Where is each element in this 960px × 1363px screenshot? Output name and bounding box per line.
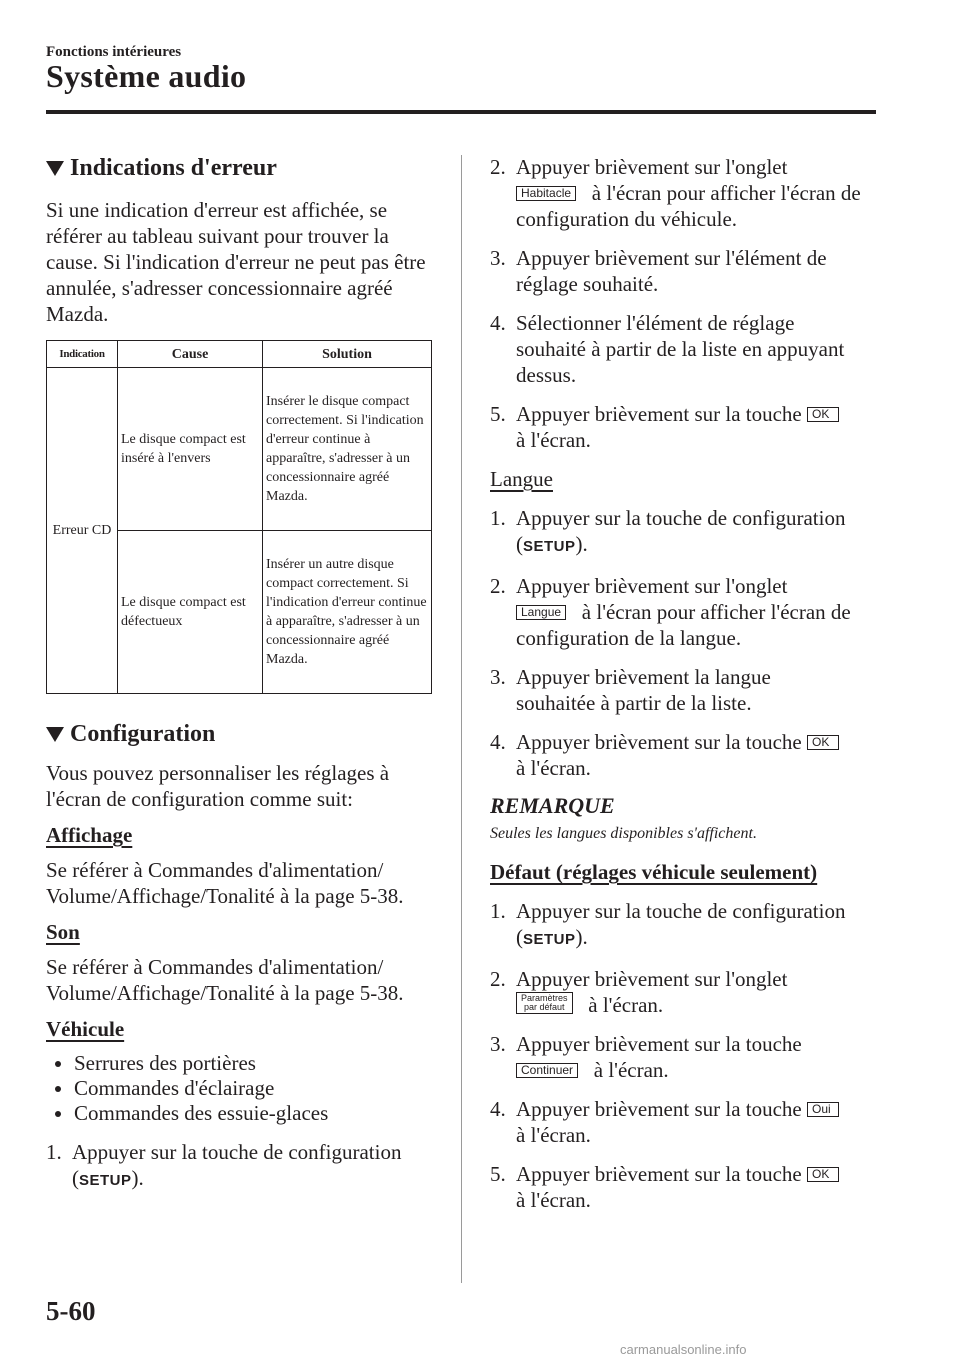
list-item — [46, 1051, 438, 1076]
step-text: Appuyer brièvement sur l'onglet — [516, 967, 788, 991]
step-number: 5. — [490, 1162, 506, 1186]
step-text: Appuyer sur la touche de configuration — [516, 899, 846, 923]
vehicule-heading: Véhicule — [46, 1017, 125, 1041]
langue-step-2 — [490, 573, 882, 651]
step-text-cont: souhaité à partir de la liste en appuyant — [516, 337, 845, 361]
indication-cell: Erreur CD — [47, 368, 118, 694]
paren-open: ( — [516, 532, 523, 556]
oui-button[interactable]: Oui — [807, 1102, 839, 1117]
step-number: 1. — [46, 1140, 62, 1164]
table-header-indication: Indication — [47, 341, 118, 368]
setup-key-label: SETUP — [79, 1172, 132, 1189]
paren-close: ). — [575, 532, 588, 556]
vehicule-step-3 — [490, 245, 882, 297]
step-number: 2. — [490, 155, 506, 179]
step-text: Appuyer brièvement sur la touche — [516, 1032, 802, 1056]
step-text: Appuyer brièvement sur la touche — [516, 1162, 802, 1186]
step-text: Sélectionner l'élément de réglage — [516, 311, 795, 335]
right-column — [490, 154, 882, 1213]
langue-step-1 — [490, 505, 882, 560]
list-item-text: Commandes des essuie-glaces — [74, 1101, 329, 1125]
list-item — [46, 1101, 438, 1126]
parametres-par-defaut-tab-button[interactable] — [516, 992, 573, 1014]
step-number: 3. — [490, 246, 506, 270]
header-rule — [46, 110, 876, 114]
table-header-cause: Cause — [118, 341, 263, 368]
left-column — [46, 152, 438, 1194]
step-text-cont: souhaitée à partir de la liste. — [516, 691, 752, 715]
step-number: 3. — [490, 665, 506, 689]
list-item-text: Serrures des portières — [74, 1051, 256, 1075]
affichage-heading: Affichage — [46, 823, 133, 847]
remarque-text: Seules les langues disponibles s'affichent. — [490, 825, 757, 842]
step-text-cont: réglage souhaité. — [516, 272, 659, 296]
section-label: Fonctions intérieures — [46, 44, 182, 60]
step-text: Appuyer brièvement sur la touche — [516, 402, 802, 426]
bullet-icon — [55, 1086, 61, 1092]
vehicule-step-4 — [490, 310, 882, 388]
list-item-text: Commandes d'éclairage — [74, 1076, 275, 1100]
button-label-line: par défaut — [524, 1002, 565, 1012]
step-number: 4. — [490, 1097, 506, 1121]
ok-button[interactable]: OK — [807, 735, 839, 750]
step-number: 1. — [490, 899, 506, 923]
step-text-after: à l'écran. — [588, 993, 664, 1017]
step-text-after: à l'écran. — [593, 1058, 669, 1082]
step-text: Appuyer brièvement sur l'onglet — [516, 574, 788, 598]
defaut-step-1 — [490, 898, 882, 953]
vehicule-step-1 — [46, 1139, 438, 1194]
paren-open: ( — [72, 1166, 79, 1190]
habitacle-tab-button[interactable]: Habitacle — [516, 186, 576, 201]
step-number: 4. — [490, 311, 506, 335]
step-number: 2. — [490, 574, 506, 598]
error-table — [46, 340, 432, 694]
bullet-icon — [55, 1061, 61, 1067]
ok-button[interactable]: OK — [807, 1167, 839, 1182]
vehicule-step-5 — [490, 401, 882, 453]
affichage-text: Se référer à Commandes d'alimentation/ Volume/Affichage/Tonalité à la page 5-38. — [46, 858, 404, 908]
step-number: 5. — [490, 402, 506, 426]
solution-cell: Insérer un autre disque compact correctement. Si l'indication d'erreur continue à apparaître, s'adresser à un concessionnaire agréé Mazda. — [263, 531, 432, 694]
continuer-button[interactable]: Continuer — [516, 1063, 578, 1078]
setup-key-label: SETUP — [523, 931, 576, 948]
step-text: Appuyer sur la touche de configuration — [72, 1140, 402, 1164]
step-text: Appuyer brièvement sur la touche — [516, 730, 802, 754]
langue-step-4 — [490, 729, 882, 781]
step-text: Appuyer brièvement sur l'élément de — [516, 246, 827, 270]
triangle-down-icon — [46, 727, 64, 742]
page-number: 5-60 — [46, 1296, 96, 1326]
list-item — [46, 1076, 438, 1101]
paren-close: ). — [575, 925, 588, 949]
defaut-step-4 — [490, 1096, 882, 1148]
paren-open: ( — [516, 925, 523, 949]
solution-cell: Insérer le disque compact correctement. Si l'indication d'erreur continue à apparaître, s'adresser à un concessionnaire agréé Mazda. — [263, 368, 432, 531]
chapter-title: Système audio — [46, 58, 247, 94]
step-text: Appuyer brièvement la langue — [516, 665, 771, 689]
step-text-after: à l'écran. — [516, 428, 591, 452]
son-heading: Son — [46, 920, 80, 944]
config-intro: Vous pouvez personnaliser les réglages à l'écran de configuration comme suit: — [46, 761, 390, 811]
column-divider — [461, 155, 462, 1283]
vehicule-step-2 — [490, 154, 882, 232]
vehicule-bullet-list — [46, 1051, 438, 1126]
paren-close: ). — [131, 1166, 144, 1190]
step-text: Appuyer brièvement sur la touche — [516, 1097, 802, 1121]
step-text-after: à l'écran. — [516, 1123, 591, 1147]
table-header-solution: Solution — [263, 341, 432, 368]
bullet-icon — [55, 1111, 61, 1117]
error-intro: Si une indication d'erreur est affichée, se référer au tableau suivant pour trouver la cause. Si l'indication d'erreur ne peut pas être annulée, s'adresser concessionnaire agréé Mazda. — [46, 198, 426, 326]
langue-step-3 — [490, 664, 882, 716]
triangle-down-icon — [46, 161, 64, 176]
watermark: carmanualsonline.info — [620, 1342, 747, 1357]
step-number: 4. — [490, 730, 506, 754]
defaut-step-3 — [490, 1031, 882, 1083]
remarque-heading: REMARQUE — [490, 793, 615, 818]
langue-heading: Langue — [490, 467, 553, 491]
defaut-step-2 — [490, 966, 882, 1018]
step-number: 2. — [490, 967, 506, 991]
error-section-heading — [46, 152, 438, 184]
cause-cell: Le disque compact est défectueux — [118, 531, 263, 694]
son-text: Se référer à Commandes d'alimentation/ Volume/Affichage/Tonalité à la page 5-38. — [46, 955, 404, 1005]
step-text-after: à l'écran pour afficher l'écran de configuration de la langue. — [516, 600, 851, 650]
config-section-heading — [46, 718, 438, 750]
defaut-heading: Défaut (réglages véhicule seulement) — [490, 860, 818, 884]
step-text: Appuyer sur la touche de configuration — [516, 506, 846, 530]
ok-button[interactable]: OK — [807, 407, 839, 422]
step-text-after: à l'écran. — [516, 756, 591, 780]
step-number: 1. — [490, 506, 506, 530]
setup-key-label: SETUP — [523, 538, 576, 555]
step-text: Appuyer brièvement sur l'onglet — [516, 155, 788, 179]
step-text-after: à l'écran. — [516, 1188, 591, 1212]
error-section-title: Indications d'erreur — [70, 155, 277, 181]
config-section-title: Configuration — [70, 721, 216, 747]
defaut-step-5 — [490, 1161, 882, 1213]
langue-tab-button[interactable]: Langue — [516, 605, 566, 620]
table-header-row — [47, 341, 432, 368]
cause-cell: Le disque compact est inséré à l'envers — [118, 368, 263, 531]
step-number: 3. — [490, 1032, 506, 1056]
step-text-after: à l'écran pour afficher l'écran de configuration du véhicule. — [516, 181, 861, 231]
step-text-cont: dessus. — [516, 363, 577, 387]
button-label-line: Paramètres — [521, 993, 568, 1003]
table-row — [47, 368, 432, 531]
